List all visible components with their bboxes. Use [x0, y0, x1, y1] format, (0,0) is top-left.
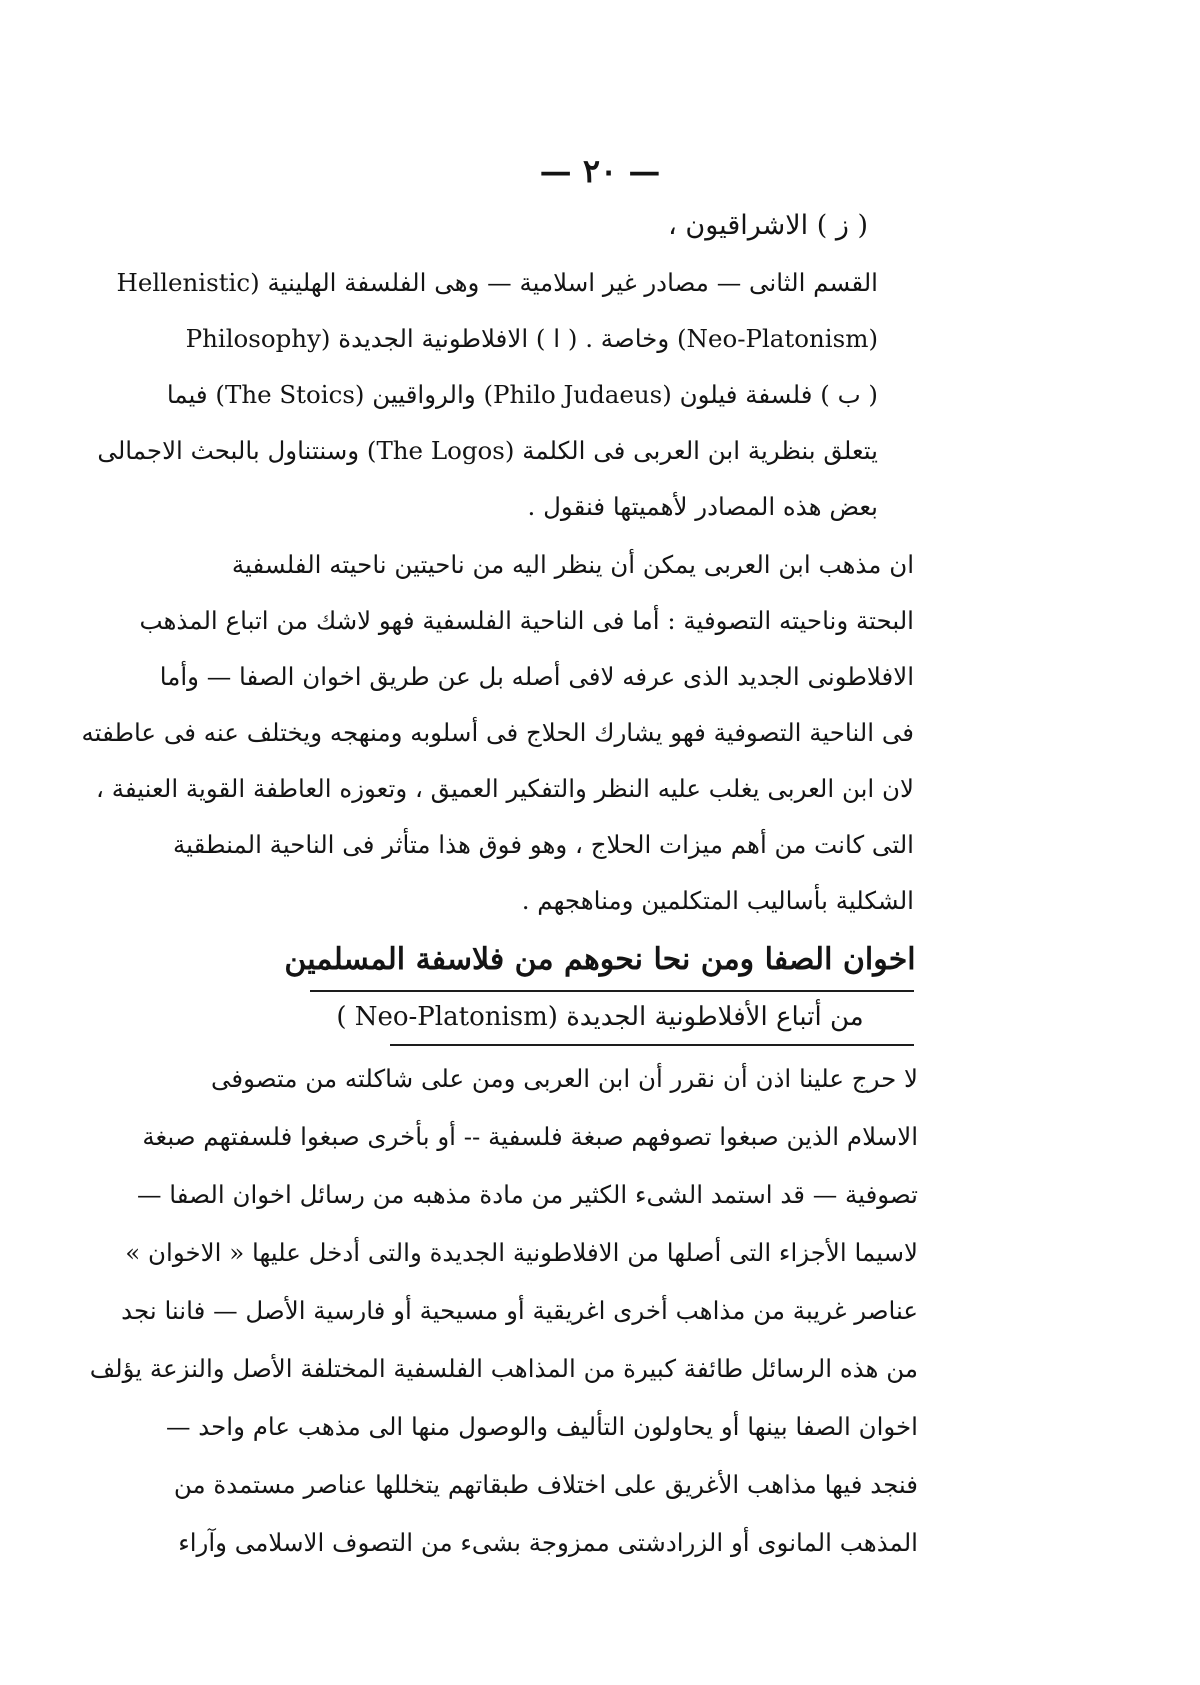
section-subheading: من أتباع الأفلاطونية الجديدة (Neo-Platonism )	[336, 1002, 864, 1032]
body-line-5: عناصر غريبة من مذاهب أخرى اغريقية أو مسيحية أو فارسية الأصل — فاننا نجد	[121, 1296, 918, 1325]
section-label: ( ز ) الاشراقيون ،	[668, 210, 868, 241]
body-line-8: فنجد فيها مذاهب الأغريق على اختلاف طبقاتهم يتخللها عناصر مستمدة من	[173, 1470, 918, 1499]
subheading-rule	[390, 1044, 914, 1046]
page-number: — ٢٠ —	[539, 152, 661, 190]
intro-line-3: ( ب ) فلسفة فيلون (Philo Judaeus) والرواقيين (The Stoics) فيما	[166, 380, 878, 409]
paragraph-line-4: فى الناحية التصوفية فهو يشارك الحلاج فى أسلوبه ومنهجه ويختلف عنه فى عاطفته	[81, 718, 914, 747]
paragraph-line-1: ان مذهب ابن العربى يمكن أن ينظر اليه من ناحيتين ناحيته الفلسفية	[231, 550, 914, 579]
paragraph-line-3: الافلاطونى الجديد الذى عرفه لافى أصله بل عن طريق اخوان الصفا — وأما	[159, 662, 914, 691]
paragraph-line-7: الشكلية بأساليب المتكلمين ومناهجهم .	[521, 886, 914, 915]
intro-line-1: القسم الثانى — مصادر غير اسلامية — وهى الفلسفة الهلينية (Hellenistic	[116, 268, 878, 297]
intro-line-4: يتعلق بنظرية ابن العربى فى الكلمة (The Logos) وسنتناول بالبحث الاجمالى	[97, 436, 878, 465]
body-line-6: من هذه الرسائل طائفة كبيرة من المذاهب الفلسفية المختلفة الأصل والنزعة يؤلف	[89, 1354, 918, 1383]
intro-line-5: بعض هذه المصادر لأهميتها فنقول .	[527, 492, 878, 521]
paragraph-line-6: التى كانت من أهم ميزات الحلاج ، وهو فوق هذا متأثر فى الناحية المنطقية	[173, 830, 914, 859]
body-line-1: لا حرج علينا اذن أن نقرر أن ابن العربى ومن على شاكلته من متصوفى	[210, 1064, 918, 1093]
paragraph-line-2: البحتة وناحيته التصوفية : أما فى الناحية الفلسفية فهو لاشك من اتباع المذهب	[139, 606, 914, 635]
body-line-4: لاسيما الأجزاء التى أصلها من الافلاطونية الجديدة والتى أدخل عليها « الاخوان »	[125, 1238, 918, 1267]
heading-rule	[310, 990, 914, 992]
paragraph-line-5: لان ابن العربى يغلب عليه النظر والتفكير العميق ، وتعوزه العاطفة القوية العنيفة ،	[96, 774, 914, 803]
intro-line-2: (Neo-Platonism) وخاصة . ( ا ) الافلاطونية الجديدة (Philosophy	[185, 324, 878, 353]
section-heading: اخوان الصفا ومن نحا نحوهم من فلاسفة المسلمين	[284, 942, 916, 977]
body-line-2: الاسلام الذين صبغوا تصوفهم صبغة فلسفية -- أو بأخرى صبغوا فلسفتهم صبغة	[142, 1122, 918, 1151]
body-line-7: اخوان الصفا بينها أو يحاولون التأليف والوصول منها الى مذهب عام واحد —	[166, 1412, 918, 1441]
body-line-3: تصوفية — قد استمد الشىء الكثير من مادة مذهبه من رسائل اخوان الصفا —	[137, 1180, 918, 1209]
body-line-9: المذهب المانوى أو الزرادشتى ممزوجة بشىء من التصوف الاسلامى وآراء	[178, 1528, 918, 1557]
